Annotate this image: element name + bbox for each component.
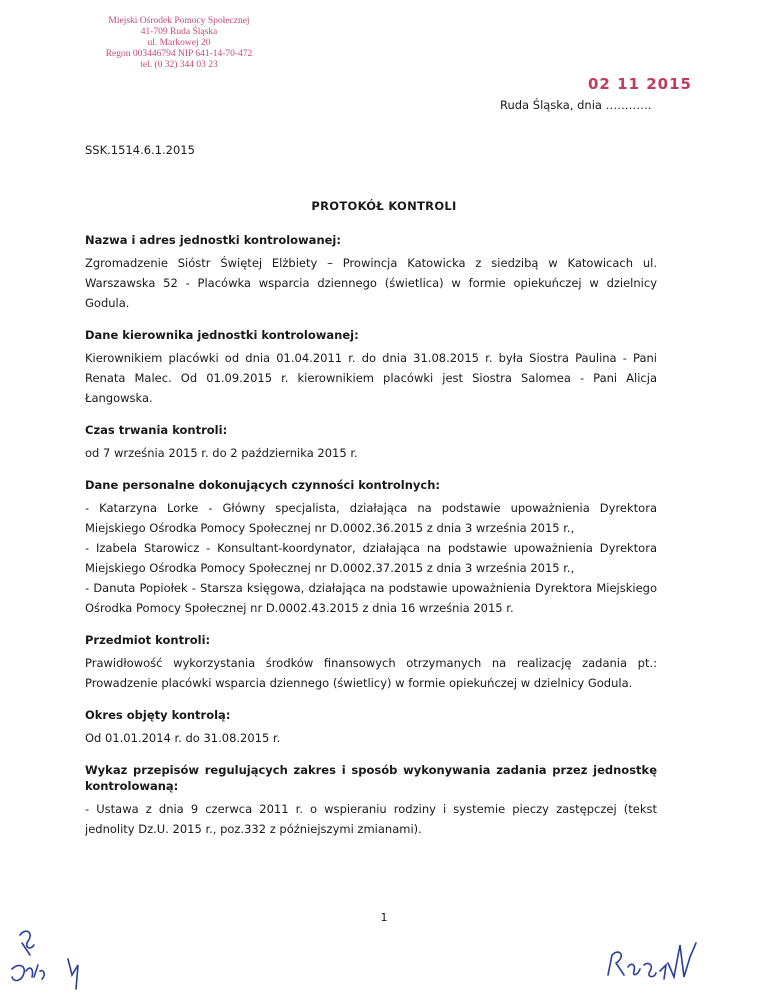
document-title: PROTOKÓŁ KONTROLI [311, 199, 457, 213]
section-heading: Przedmiot kontroli: [85, 633, 211, 647]
stamp-line: tel. (0 32) 344 03 23 [140, 60, 218, 70]
section-period [85, 707, 657, 748]
section-paragraph: - Ustawa z dnia 9 czerwca 2011 r. o wspieraniu rodziny i systemie pieczy zastępczej (tekst jednolity Dz.U. 2015 r., poz.332 z późniejszymi zmianami). [85, 802, 657, 836]
stamp-line: 41-709 Ruda Śląska [140, 27, 218, 37]
stamp-line: Miejski Ośrodek Pomocy Społecznej [108, 16, 250, 26]
section-paragraph: Od 01.01.2014 r. do 31.08.2015 r. [85, 731, 281, 745]
institution-stamp [84, 16, 274, 71]
section-paragraph: od 7 września 2015 r. do 2 października 2015 r. [85, 446, 358, 460]
document-body [85, 232, 657, 853]
section-heading: Okres objęty kontrolą: [85, 708, 231, 722]
date-stamp: 02 11 2015 [588, 75, 692, 93]
section-heading: Wykaz przepisów regulujących zakres i sposób wykonywania zadania przez jednostkę kontrolowaną: [85, 763, 657, 793]
section-regulations [85, 762, 657, 839]
section-paragraph: - Katarzyna Lorke - Główny specjalista, działająca na podstawie upoważnienia Dyrektora Miejskiego Ośrodka Pomocy Społecznej nr D.0002.36.2015 z dnia 3 września 2015 r., [85, 501, 657, 535]
section-unit-manager [85, 327, 657, 408]
section-paragraph: Kierownikiem placówki od dnia 01.04.2011 r. do dnia 31.08.2015 r. była Siostra Paulina - Pani Renata Malec. Od 01.09.2015 r. kierownikiem placówki jest Siostra Salomea - Pani Alicja Łangowska. [85, 351, 657, 405]
handwritten-signature-right [600, 935, 720, 987]
section-heading: Dane personalne dokonujących czynności kontrolnych: [85, 478, 441, 492]
reference-number: SSK.1514.6.1.2015 [85, 143, 195, 157]
section-paragraph: - Danuta Popiołek - Starsza księgowa, działająca na podstawie upoważnienia Dyrektora Miejskiego Ośrodka Pomocy Społecznej nr D.0002.43.2015 z dnia 16 września 2015 r. [85, 581, 657, 615]
section-inspectors [85, 477, 657, 618]
section-heading: Nazwa i adres jednostki kontrolowanej: [85, 233, 341, 247]
section-inspected-unit [85, 232, 657, 313]
place-and-date: Ruda Śląska, dnia ………… [500, 98, 652, 112]
stamp-line: ul. Markowej 20 [147, 38, 211, 48]
section-duration [85, 422, 657, 463]
page-number: 1 [380, 911, 388, 924]
stamp-line: Regon 003446794 NIP 641-14-70-472 [105, 49, 253, 59]
section-heading: Dane kierownika jednostki kontrolowanej: [85, 328, 359, 342]
section-paragraph: - Izabela Starowicz - Konsultant-koordynator, działająca na podstawie upoważnienia Dyrektora Miejskiego Ośrodka Pomocy Społecznej nr D.0002.37.2015 z dnia 3 września 2015 r., [85, 541, 657, 575]
handwritten-initials-left [0, 925, 140, 994]
section-paragraph: Zgromadzenie Sióstr Świętej Elżbiety – Prowincja Katowicka z siedzibą w Katowicach ul. Warszawska 52 - Placówka wsparcia dziennego (świetlica) w formie opiekuńczej w dzielnicy Godula. [85, 256, 657, 310]
section-subject [85, 632, 657, 693]
section-heading: Czas trwania kontroli: [85, 423, 228, 437]
section-paragraph: Prawidłowość wykorzystania środków finansowych otrzymanych na realizację zadania pt.: Prowadzenie placówki wsparcia dziennego (świetlicy) w formie opiekuńczej w dzielnicy Godula. [85, 656, 657, 690]
